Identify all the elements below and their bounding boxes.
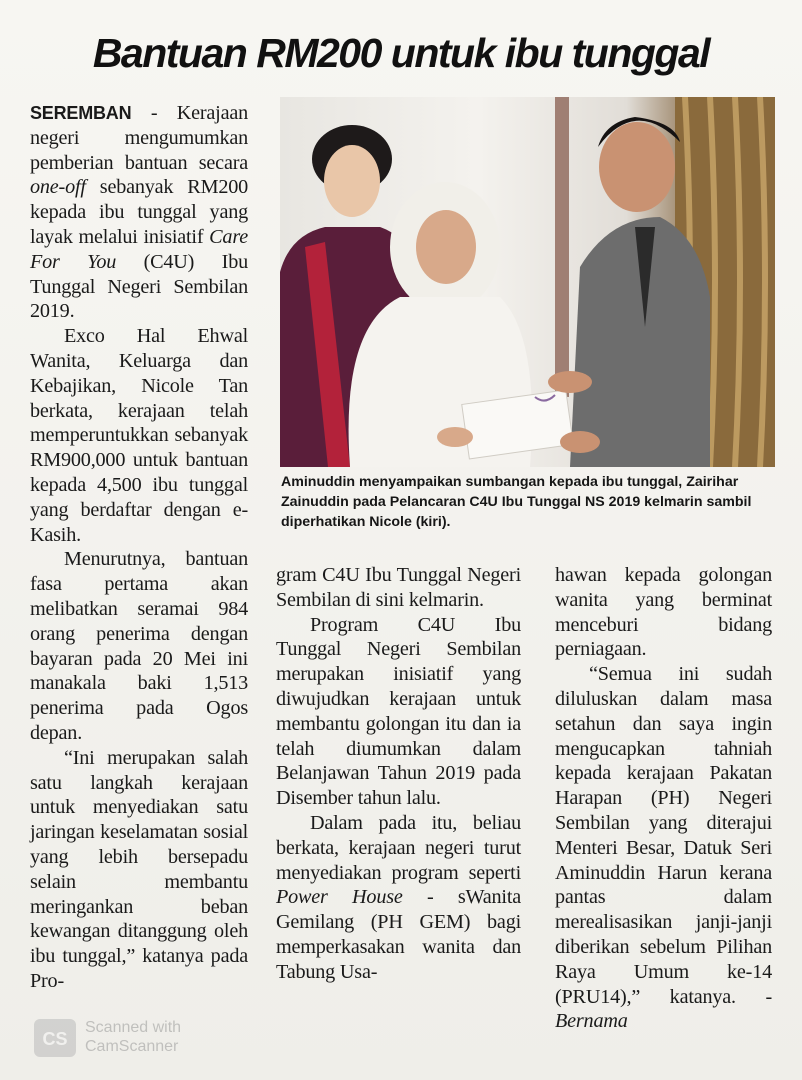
camscanner-watermark (33, 1018, 233, 1060)
watermark-line-2: CamScanner (85, 1038, 179, 1055)
svg-text:CS: CS (42, 1029, 68, 1049)
paragraph-3: Menurutnya, bantuan fasa pertama akan melibatkan seramai 984 orang penerima dengan bayaran pada 20 Mei ini manakala baki 1,513 penerima pada Ogos depan. (30, 548, 248, 744)
paragraph-6-text-a: Dalam pada itu, beliau berkata, kerajaan negeri turut menyediakan program seperti (276, 811, 521, 884)
paragraph-4-continued: gram C4U Ibu Tunggal Negeri Sembilan di sini kelmarin. (276, 564, 521, 611)
paragraph-4: “Ini merupakan salah satu langkah kerajaan untuk menyediakan satu jaringan keselamatan sosial yang lebih bersepadu selain membantu meringankan beban kewangan ditanggung oleh ibu tunggal,” katanya pada Pro- (30, 746, 248, 992)
paragraph-6-emphasis: Power House (276, 886, 403, 909)
dateline: SEREMBAN (30, 103, 132, 123)
watermark-line-1: Scanned with (85, 1019, 182, 1036)
byline: - Bernama (555, 985, 772, 1033)
paragraph-5: Program C4U Ibu Tunggal Negeri Sembilan merupakan inisiatif yang diwujudkan kerajaan untuk membantu golongan itu dan ia telah diumumkan dalam Belanjawan Tahun 2019 pada Disember tahun lalu. (276, 613, 521, 810)
headline: Bantuan RM200 untuk ibu tunggal (92, 30, 710, 76)
watermark-text (85, 1018, 181, 1056)
photo-illustration (280, 97, 775, 467)
photo-caption: Aminuddin menyampaikan sumbangan kepada ibu tunggal, Zairihar Zainuddin pada Pelancaran C4U Ibu Tunggal NS 2019 kelmarin sambil diperhatikan Nicole (kiri). (281, 474, 752, 530)
news-photo (280, 97, 775, 467)
article-column-1 (30, 101, 248, 994)
paragraph-1-text-a: - Kerajaan negeri mengumumkan pemberian bantuan secara (30, 102, 248, 174)
paragraph-6-text-b: - sWanita Gemilang (PH GEM) bagi memperkasakan wanita dan Tabung Usa- (276, 886, 522, 983)
paragraph-1-text-b: sebanyak RM200 kepada ibu tunggal yang layak melalui inisiatif (30, 176, 248, 248)
paragraph-1-emphasis: one-off (30, 176, 86, 199)
paragraph-1-text-c: (C4U) Ibu Tunggal Negeri Sembilan 2019. (30, 250, 248, 323)
paragraph-6-continued: hawan kepada golongan wanita yang berminat menceburi bidang perniagaan. (555, 564, 772, 661)
paragraph-7 (555, 662, 772, 1034)
article-column-2 (276, 563, 521, 985)
paragraph-1 (30, 101, 248, 324)
paragraph-1-emphasis-2: Care For You (30, 225, 248, 273)
paragraph-6 (276, 811, 521, 985)
article-column-3 (555, 563, 772, 1034)
paragraph-7-text: “Semua ini sudah diluluskan dalam masa setahun dan saya ingin mengucapkan tahniah kepada kerajaan Pakatan Harapan (PH) Negeri Sembilan yang diterajui Menteri Besar, Datuk Seri Aminuddin Harun kerana pantas dalam merealisasikan janji-janji diberikan sebelum Pilihan Raya Umum ke-14 (PRU14),” katanya. (555, 663, 772, 1008)
paragraph-2: Exco Hal Ehwal Wanita, Keluarga dan Kebajikan, Nicole Tan berkata, kerajaan telah memperuntukkan sebanyak RM900,000 untuk bantuan kepada 4,500 ibu tunggal yang berdaftar dengan e-Kasih. (30, 325, 248, 546)
camscanner-logo-icon (33, 1018, 77, 1058)
